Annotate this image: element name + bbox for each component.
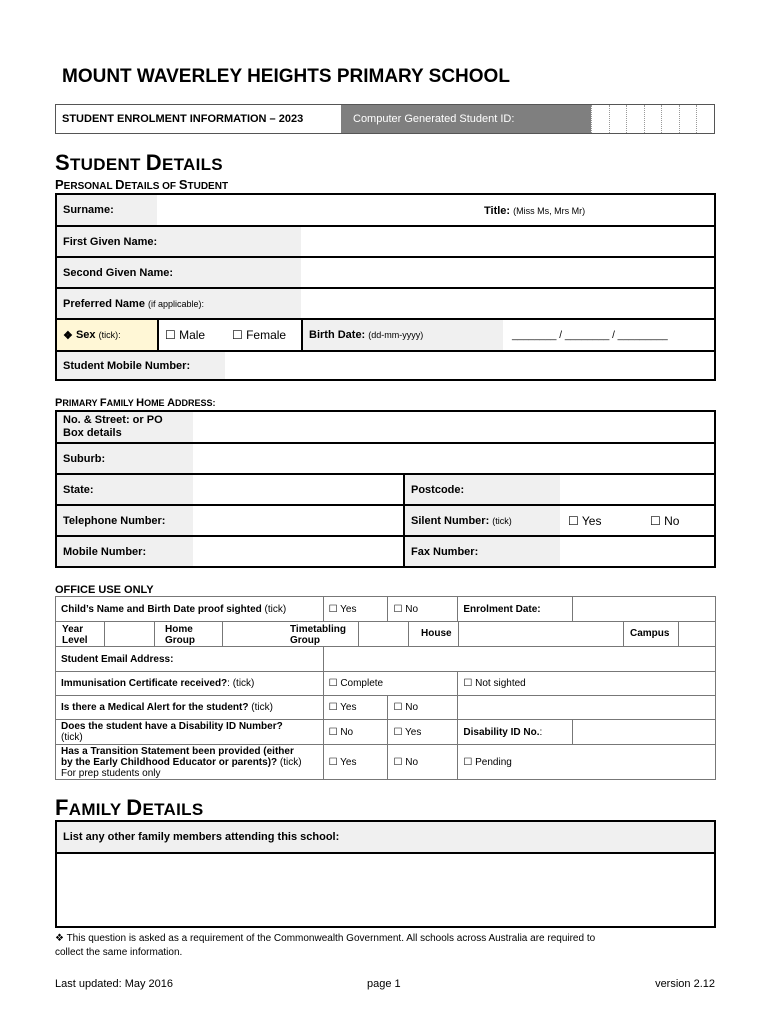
second-name-label: Second Given Name: [57, 258, 301, 287]
medical-no-checkbox[interactable]: ☐ No [388, 696, 458, 720]
transition-row [56, 745, 716, 780]
personal-details-form [55, 193, 716, 381]
silent-yes-checkbox[interactable]: ☐ Yes [568, 514, 602, 528]
state-label: State: [57, 475, 193, 504]
campus-label: Campus [623, 622, 678, 646]
telephone-input[interactable] [193, 506, 403, 535]
first-name-row [57, 227, 714, 258]
family-form [55, 820, 716, 928]
year-level-input[interactable] [104, 622, 155, 646]
family-details-heading: FAMILY DETAILS [55, 795, 204, 820]
fax-input[interactable] [560, 537, 714, 566]
silent-number-label: Silent Number: (tick) [405, 506, 560, 535]
immunisation-row [56, 672, 716, 696]
house-label: House [408, 622, 458, 646]
email-label: Student Email Address: [56, 647, 324, 672]
first-name-input[interactable] [301, 227, 714, 256]
email-row [56, 647, 716, 672]
telephone-row [57, 506, 714, 537]
home-group-label: Home Group [154, 622, 222, 646]
mobile-fax-row [57, 537, 714, 566]
mobile-input[interactable] [193, 537, 403, 566]
timetabling-group-label: Timetabling Group [290, 624, 346, 646]
immunisation-not-sighted-checkbox[interactable]: ☐ Not sighted [458, 672, 716, 696]
proof-no-checkbox[interactable]: ☐ No [388, 597, 458, 622]
disability-label: Does the student have a Disability ID Number? (tick) [56, 720, 324, 745]
title-input[interactable] [602, 195, 714, 225]
disability-yes-checkbox[interactable]: ☐ Yes [388, 720, 458, 745]
version: version 2.12 [655, 978, 715, 990]
timetabling-group-input[interactable] [358, 622, 409, 646]
email-input[interactable] [323, 647, 715, 672]
surname-row [57, 195, 714, 227]
street-input[interactable] [193, 412, 714, 442]
last-updated: Last updated: May 2016 [55, 978, 174, 990]
house-input[interactable] [458, 622, 624, 646]
first-name-label: First Given Name: [57, 227, 301, 256]
male-checkbox[interactable]: ☐ Male [165, 328, 206, 342]
enrolment-banner [55, 104, 715, 134]
transition-no-checkbox[interactable]: ☐ No [388, 745, 458, 780]
medical-yes-checkbox[interactable]: ☐ Yes [323, 696, 388, 720]
siblings-label: List any other family members attending this school: [63, 831, 340, 843]
disability-row [56, 720, 716, 745]
proof-label: Child’s Name and Birth Date proof sighted (tick) [56, 597, 324, 622]
birth-date-input[interactable]: ________ / ________ / _________ [512, 330, 668, 341]
personal-details-subheading: PERSONAL DETAILS OF STUDENT [55, 177, 229, 192]
surname-label: Surname: [57, 195, 157, 225]
siblings-input[interactable] [57, 854, 714, 926]
postcode-input[interactable] [560, 475, 714, 504]
banner-title: STUDENT ENROLMENT INFORMATION – 2023 [62, 113, 304, 125]
telephone-label: Telephone Number: [57, 506, 193, 535]
transition-yes-checkbox[interactable]: ☐ Yes [323, 745, 388, 780]
preferred-name-label: Preferred Name (if applicable): [57, 289, 301, 318]
address-form [55, 410, 716, 568]
state-postcode-row [57, 475, 714, 506]
office-use-heading: OFFICE USE ONLY [55, 584, 154, 596]
fax-label: Fax Number: [405, 537, 560, 566]
student-mobile-row [57, 352, 714, 379]
requirement-marker-icon: ❖ [63, 329, 73, 342]
street-row [57, 412, 714, 444]
street-label: No. & Street: or PO Box details [57, 412, 193, 442]
second-name-input[interactable] [301, 258, 714, 287]
enrolment-date-input[interactable] [573, 597, 716, 622]
state-input[interactable] [193, 475, 403, 504]
disability-id-input[interactable] [573, 720, 716, 745]
immunisation-label: Immunisation Certificate received?: (tick) [56, 672, 324, 696]
student-mobile-input[interactable] [225, 352, 714, 379]
surname-input[interactable] [157, 195, 477, 225]
office-use-table [55, 596, 716, 780]
suburb-input[interactable] [193, 444, 714, 473]
campus-input[interactable] [678, 622, 715, 646]
student-mobile-label: Student Mobile Number: [57, 352, 225, 379]
medical-alert-label: Is there a Medical Alert for the student? (tick) [56, 696, 324, 720]
footnote: ❖ This question is asked as a requirement of the Commonwealth Government. All schools across Australia are required to collect the same information. [55, 933, 596, 958]
address-heading: PRIMARY FAMILY HOME ADDRESS: [55, 397, 216, 409]
student-id-label: Computer Generated Student ID: [341, 105, 591, 133]
immunisation-complete-checkbox[interactable]: ☐ Complete [323, 672, 458, 696]
second-name-row [57, 258, 714, 289]
student-id-boxes [591, 105, 714, 133]
siblings-label-row [57, 822, 714, 854]
mobile-label: Mobile Number: [57, 537, 193, 566]
silent-no-checkbox[interactable]: ☐ No [650, 514, 680, 528]
birth-date-label: Birth Date: (dd-mm-yyyy) [303, 320, 503, 350]
transition-label: Has a Transition Statement been provided (either by the Early Childhood Educator or parents)? (tick) For prep students only [56, 745, 324, 780]
proof-row [56, 597, 716, 622]
suburb-row [57, 444, 714, 475]
home-group-input[interactable] [222, 622, 291, 646]
disability-id-label: Disability ID No.: [458, 720, 573, 745]
requirement-marker-icon: ❖ [55, 933, 64, 944]
student-details-heading: STUDENT DETAILS [55, 150, 223, 175]
proof-yes-checkbox[interactable]: ☐ Yes [323, 597, 388, 622]
postcode-label: Postcode: [405, 475, 560, 504]
sex-label: ❖ Sex (tick): [57, 320, 157, 350]
medical-row [56, 696, 716, 720]
title-label-group: Title: (Miss Ms, Mrs Mr) [484, 205, 586, 217]
preferred-name-row [57, 289, 714, 320]
page-number: page 1 [367, 978, 401, 990]
disability-no-checkbox[interactable]: ☐ No [323, 720, 388, 745]
year-level-label: Year Level [62, 624, 88, 646]
grouping-row [56, 622, 716, 647]
suburb-label: Suburb: [57, 444, 193, 473]
transition-pending-checkbox[interactable]: ☐ Pending [458, 745, 716, 780]
female-checkbox[interactable]: ☐ Female [232, 328, 287, 342]
school-name: MOUNT WAVERLEY HEIGHTS PRIMARY SCHOOL [62, 66, 510, 87]
preferred-name-input[interactable] [301, 289, 714, 318]
sex-birthdate-row [57, 320, 714, 352]
enrolment-date-label: Enrolment Date: [458, 597, 573, 622]
